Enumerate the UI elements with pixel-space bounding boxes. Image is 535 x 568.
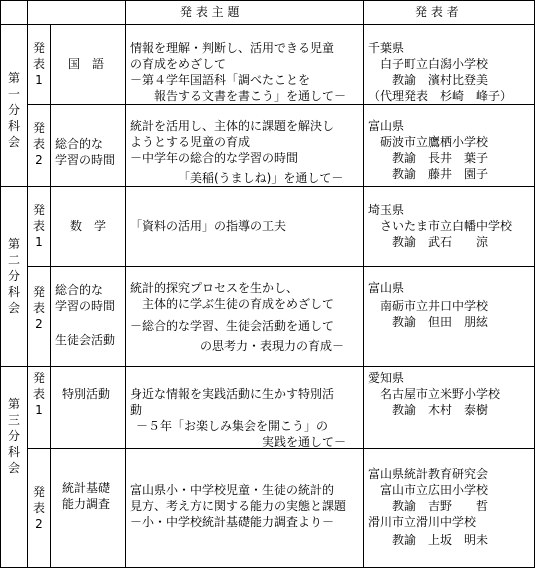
col-divider	[363, 0, 364, 568]
presentation-number: 発 表 1	[32, 371, 45, 417]
section-label: 第 一 分 科 会	[7, 71, 20, 149]
presentation-number: 発 表 1	[32, 203, 45, 249]
presentation-number: 発 表 2	[32, 485, 45, 531]
presentation-schedule-table: 発 表 主 題 発 表 者 第 一 分 科 会 発 表 1 国 語 情報を理解・判断し、活用できる児童 の育成をめざして －第４学年国語科「調べたことを 報告する文書を書こう」を通して－ 千葉県 白子町立白潟小学校 教諭 濱村比登美 （代理発表 杉崎 峰子） 発 表 2 総合的な 学習の時間 統計を活用し、主体的に課題を解決し ようとする児童の育成 －中学年の総合的な学習の時間 「美稲(うましね)」を通して－ 富山県 砺波市立鷹栖小学校 教諭 長井 葉子 教諭 藤井 園子 第 二 分 科 会 発 表 1 数 学 「資料の活用」の指導の工夫 埼玉県 さいたま市立白幡中学校 教諭 武石 涼 発 表 2 総合的な 学習の時間 生徒会活動 統計的探究プロセスを生かし、 主体的に学ぶ生徒の育成をめざして －総合的な学習、生徒会活動を通して の思考力・表現力の育成－ 富山県 南砺市立井口中学校 教諭 但田 朋絃 第 三 分 科 会 発 表 1 特別活動 身近な情報を実践活動に生かす特別活 動 －５年「お楽しみ集会を開こう」の 実践を通して－ 愛知県 名古屋市立米野小学校 教諭 木村 泰樹 発 表 2 統計基礎 能力調査 富山県小・中学校児童・生徒の統計的 見方、考え方に関する能力の実態と課題 －小・中学校統計基礎能力調査より－ 富山県統計教育研究会 富山市立広田小学校 教諭 吉野 哲 滑川市立滑川中学校 教諭 上坂 明未	[0, 0, 535, 568]
theme-header: 発 表 主 題	[180, 5, 240, 19]
row-divider	[27, 104, 535, 105]
section-label: 第 三 分 科 会	[7, 397, 20, 475]
presenter-header: 発 表 者	[415, 5, 459, 19]
section-divider	[0, 366, 535, 367]
border-left	[0, 0, 1, 568]
presentation-number: 発 表 2	[32, 285, 45, 331]
header-divider	[0, 24, 535, 25]
section-divider	[0, 186, 535, 187]
border-top	[0, 0, 535, 1]
row-divider	[27, 266, 535, 267]
theme-text: 「資料の活用」の指導の工夫	[130, 219, 287, 233]
subject: 特別活動	[62, 387, 111, 401]
col-divider	[50, 24, 51, 568]
col-divider	[125, 0, 126, 568]
presentation-number: 発 表 2	[32, 121, 45, 167]
presentation-number: 発 表 1	[32, 41, 45, 87]
section-label: 第 二 分 科 会	[7, 237, 20, 315]
subject: 国 語	[68, 57, 105, 71]
subject: 数 学	[70, 219, 107, 233]
